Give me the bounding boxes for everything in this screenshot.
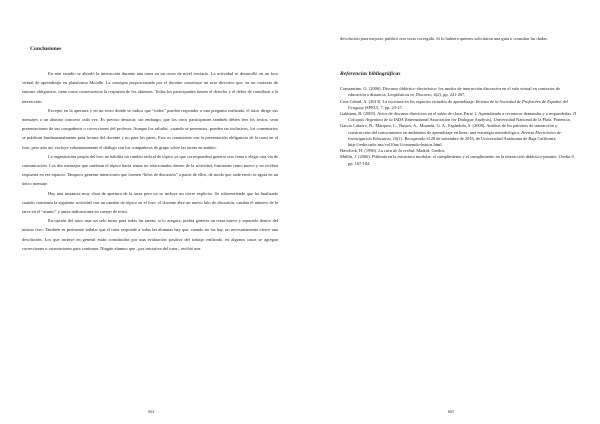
paragraph: En opción del tutor usar un solo turno para todas las tareas; si lo asegura, podría generar un tema nuevo y separarlo dentro del mismo foro. También es pertinente señalar que el tutor responde a todas las alumnas hay que, cuando no las hay, no necesariamente ofrece una devolución. Los que incluye en general están constituidas por una evaluación positiva del trabajo realizado, en algunos casos se agregan correcciones u orientaciones para continuar. Ningún alumno que –por iniciativa del tutor– recibió una (22, 218, 278, 251)
reference-item: Cruz Cabral, A. (2013). La escritura en los espacios virtuales de aprendizaje. Revista de la Sociedad de Profesores de Español del Uruguay (SPEU), 7, pp. 23-27. (340, 98, 568, 110)
reference-list (340, 86, 578, 167)
reference-item: Havelock, H. (1996). La cara de la verbal. Madrid, Gredos. (340, 148, 446, 154)
page-number: 664 (148, 409, 155, 414)
paragraph: En este estudio se abordó la interacción durante una tarea en un curso de nivel terciario. La actividad se desarrolló en un foro virtual de aprendizaje en plataforma Moodle. La consigna proporcionada por el docente constituye un acto directivo que, en un contexto de entorno obligatorio, tiene como consecuencia la respuesta de los alumnos. Todos los participantes tienen el derecho y el deber de contribuir a la interacción. (22, 71, 278, 104)
reference-item: Mullin, J. (2006). Piñfonía en la estructura modular: el cumplimiento y el cumplimiento en la interacción didáctico-pasante. Oralia 9, pp. 167-184. (340, 154, 575, 166)
paragraph: Excepto en la apertura y en un texto donde se indica que “todos” pueden responder a una pregunta realizada, el tutor dirige sus mensajes a un alumno concreto cada vez. Es preciso destacar, sin embargo, que los otros participantes también deben leer los textos, sean presentaciones de sus compañeros o correcciones del profesor. Aunque los saludos –cuando se presentan– pueden ser inclusivos, los comentarios se publican fundamentalmente para lectura del docente y no para los pares. Esto es consistente con la presentación obligatoria de la tarea en el foro, pero aún así, excluye voluntariamente el diálogo con los compañeros de grupo sobre las tareas en ambito. (22, 107, 278, 150)
reference-item: García Cabrero, B., Márquez, L., Bustos, A., Miranda, G. A., Espíndola, S. (2008). Análisis de los patrones de interacción y construcción del conocimiento en ambientes de aprendizaje en línea: una estrategia metodológica. Revista Electrónica de Investigación Educativa, 10(1). Recuperado el 28 de setiembre de 2016, de Universidad Autónoma de Baja California: http://redie.uabc.mx/vol10no1/contenido-bustos.html. (340, 123, 561, 148)
section-heading-referencias: Referencias bibliográficas (340, 71, 401, 78)
right-page (300, 0, 600, 424)
section-heading-conclusiones: Conclusiones (30, 46, 62, 52)
reference-item: Gabbiani, B. (2005). Actos de discurso directivos en el salón de clase. Parte 1: Aprendiendo a reconocer demandas y a responderlas. II Coloquio Argentino de la IADA (International Association for Dialogue Analysis), Universidad Nacional de la Plata. Ponencia. (340, 111, 577, 123)
reference-item: Constantino, G. (2006). Discurso didáctico electrónico: los modos de interacción discursiva en el aula virtual en contextos de educación a distancia. Lingüísticas en Discurso, 6(2), pp. 241-267. (340, 86, 560, 98)
paragraph-continuation: devolución para mejorar, publicó otro texto corregido. Si lo hubiera quienes solicitaron una guía o consultar las dudas. (340, 36, 548, 41)
page-number: 665 (448, 409, 455, 414)
paragraph: La organización propia del foro no habilita un cambio radical de tópico ya que corresponderá generar otro tema o elegir otra vía de comunicación. Los dos mensajes que cambian el tópico hacia temas no relacionados dentro de la actividad, funcionan como nuevo y no reciben respuesta en ese espacio. Tampoco generan intenciones que formen “hilos de discusión” a partir de ellos, de modo que cada envío se agota en un único mensaje. (22, 153, 278, 187)
paragraph: Hay una instancia muy clara de apertura de la tarea pero no se incluye un cierre explícito. Se sobreentiende que ha finalizado cuando comienza la siguiente actividad con un cambio de tópico en el foro: el docente abre un nuevo hilo de discusión, cambia el número de la tarea en el “asunto” y anota indicaciones en cuerpo de texto. (22, 190, 278, 215)
